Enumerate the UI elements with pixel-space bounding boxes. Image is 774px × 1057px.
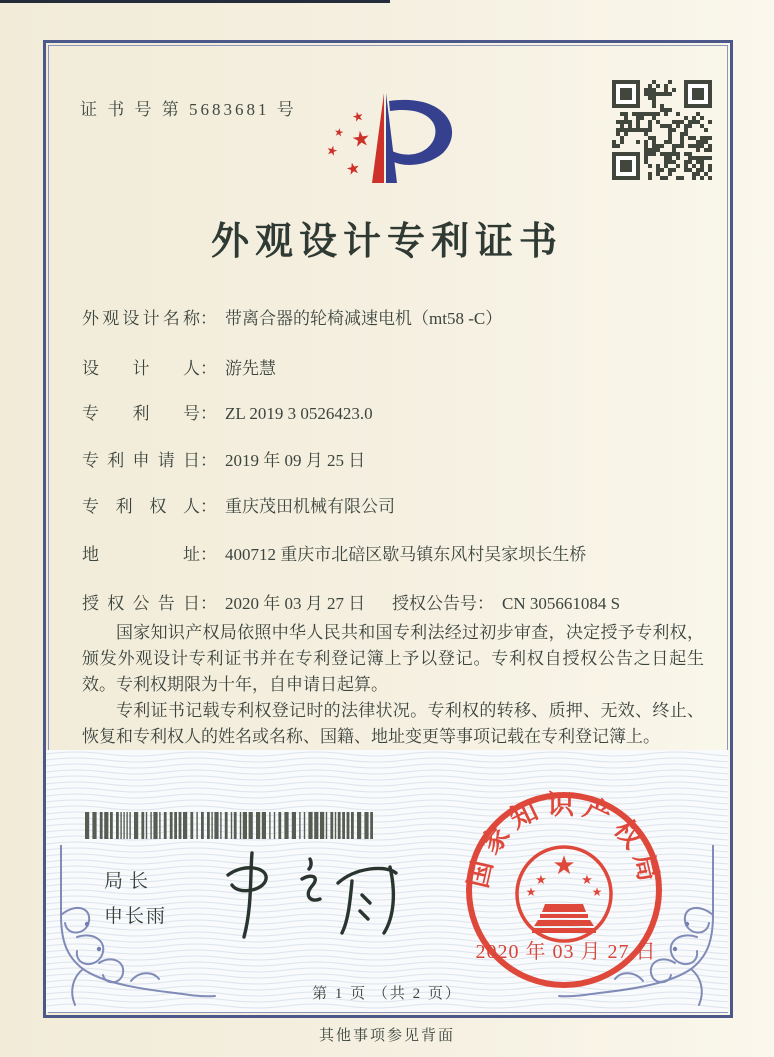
- field-patentee: 专利权人： 重庆茂田机械有限公司: [82, 492, 395, 517]
- legal-paragraph-2: 专利证书记载专利权登记时的法律状况。专利权的转移、质押、无效、终止、恢复和专利权人的姓名或名称、国籍、地址变更等事项记载在专利登记簿上。: [82, 701, 704, 746]
- svg-text:★: ★: [525, 885, 537, 899]
- field-patent-number: 专利号： ZL 2019 3 0526423.0: [82, 399, 373, 424]
- legal-text: [82, 620, 704, 750]
- field-address: 地址： 400712 重庆市北碚区歇马镇东风村吴家坝长生桥: [82, 540, 586, 565]
- svg-text:★: ★: [350, 108, 366, 127]
- director-signature: [210, 845, 420, 945]
- field-value: 2020 年 03 月 27 日: [225, 594, 366, 613]
- field-label: 设计人: [82, 359, 200, 378]
- field-label: 专利申请日: [82, 451, 200, 470]
- svg-text:★: ★: [332, 125, 345, 140]
- field-grant-row: 授权公告日： 2020 年 03 月 27 日 授权公告号： CN 305661084 S: [82, 589, 704, 614]
- field-designer: 设计人： 游先慧: [82, 354, 276, 379]
- official-seal-icon: [462, 790, 667, 995]
- field-value: 重庆茂田机械有限公司: [225, 497, 395, 516]
- qr-code-icon: [612, 80, 712, 180]
- director-title: 局长: [104, 871, 155, 892]
- field-value: 带离合器的轮椅减速电机（mt58 -C）: [225, 309, 503, 328]
- barcode-icon: [85, 812, 377, 839]
- svg-text:★: ★: [581, 873, 593, 888]
- svg-text:★: ★: [344, 157, 363, 180]
- field-design-name: 外观设计名称： 带离合器的轮椅减速电机（mt58 -C）: [82, 304, 502, 329]
- field-label: 授权公告日: [82, 594, 200, 613]
- scan-edge-artifact: [0, 0, 390, 3]
- cnipa-logo-icon: [305, 55, 505, 205]
- seal-circular-text: 国家知识产权局: [462, 790, 666, 891]
- back-note: 其他事项参见背面: [318, 1028, 455, 1044]
- field-filing-date: 专利申请日： 2019 年 09 月 25 日: [82, 446, 365, 471]
- field-value: 游先慧: [225, 359, 276, 378]
- field-label: 地址: [82, 545, 200, 564]
- svg-text:★: ★: [552, 851, 576, 881]
- page-info: 第 1 页 （共 2 页）: [312, 986, 462, 1002]
- svg-text:★: ★: [591, 885, 603, 899]
- field-label: 外观设计名称: [82, 309, 200, 328]
- seal-date: 2020 年 03 月 27 日: [475, 941, 657, 963]
- field-value: 400712 重庆市北碚区歇马镇东风村吴家坝长生桥: [225, 545, 587, 564]
- svg-text:★: ★: [535, 873, 547, 888]
- legal-paragraph-1: 国家知识产权局依照中华人民共和国专利法经过初步审查，决定授予专利权，颁发外观设计专利证书并在专利登记簿上予以登记。专利权自授权公告之日起生效。专利权期限为十年，自申请日起算。: [82, 623, 704, 694]
- svg-text:★: ★: [350, 125, 372, 153]
- field-label: 专利权人: [82, 497, 200, 516]
- field-value: CN 305661084 S: [502, 594, 621, 613]
- field-label: 专利号: [82, 404, 200, 423]
- field-value: ZL 2019 3 0526423.0: [225, 404, 373, 423]
- director-name: 申长雨: [104, 906, 168, 927]
- field-grant-number: 授权公告号： CN 305661084 S: [392, 594, 621, 613]
- certificate-title: 外观设计专利证书: [210, 221, 563, 263]
- svg-text:★: ★: [324, 142, 340, 161]
- field-label: 授权公告号: [392, 594, 477, 613]
- field-value: 2019 年 09 月 25 日: [225, 451, 366, 470]
- certificate-number: 证 书 号 第 5683681 号: [80, 100, 297, 119]
